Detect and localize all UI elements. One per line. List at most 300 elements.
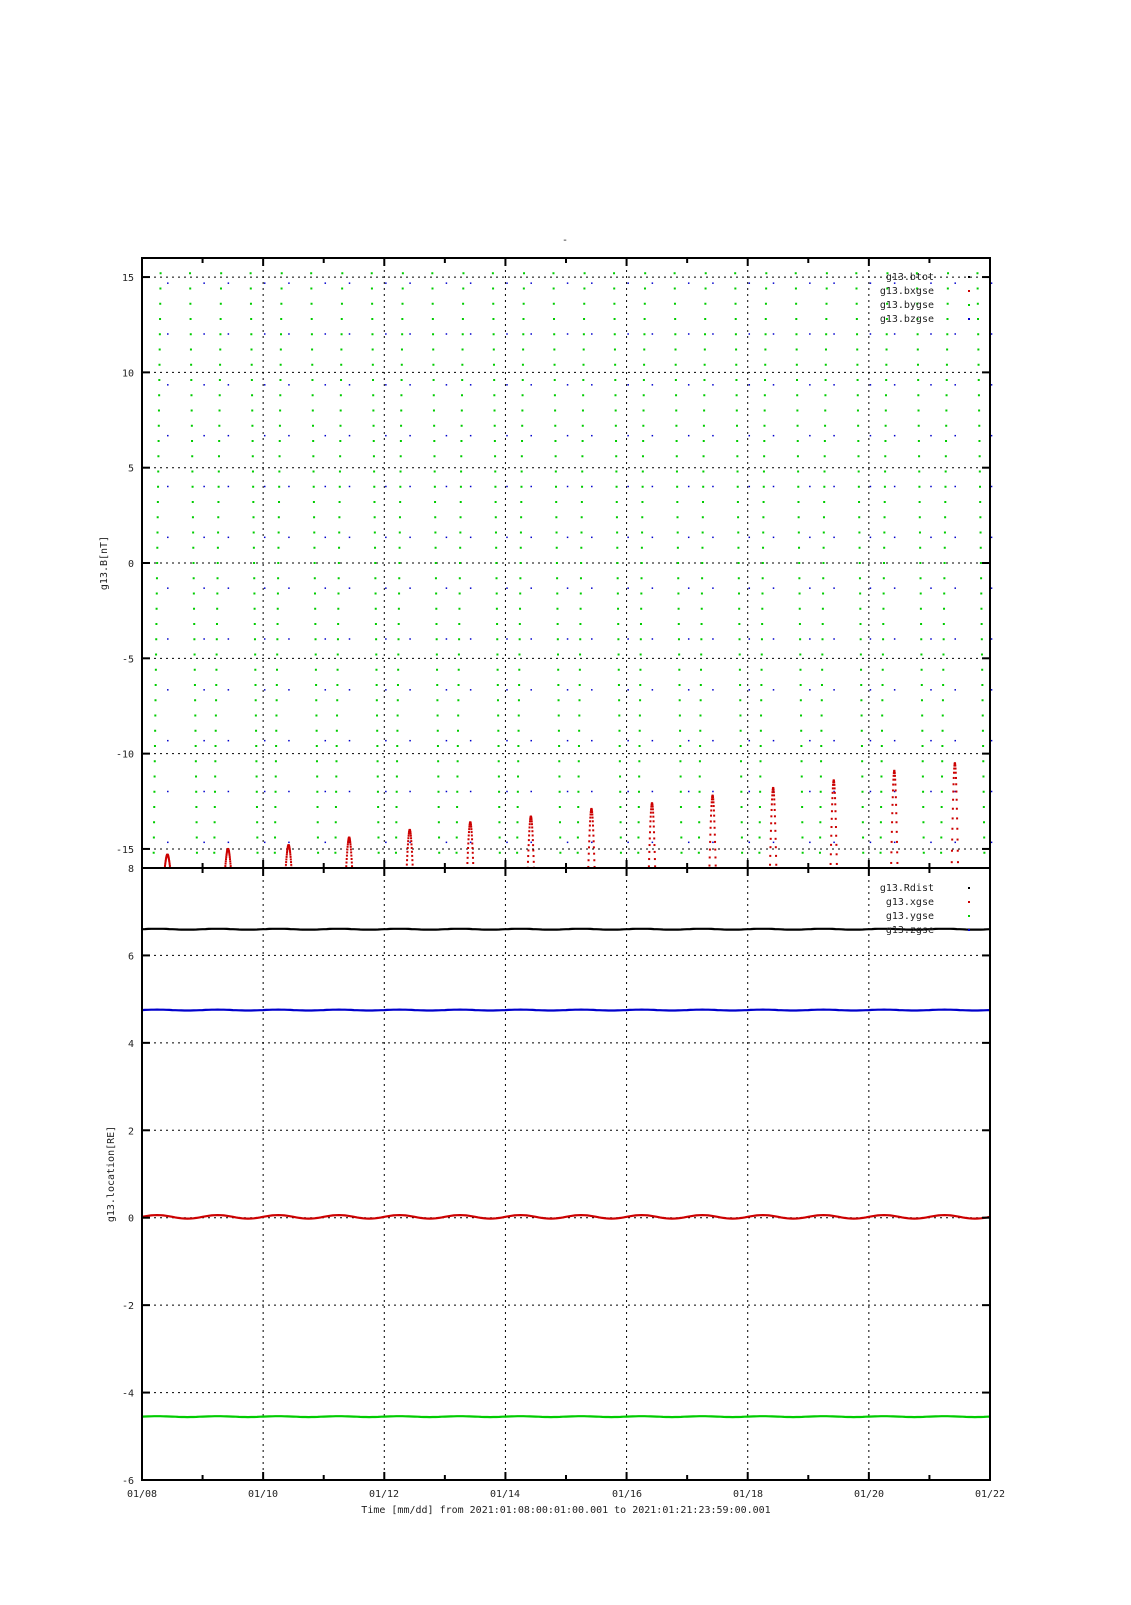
bygse-point	[374, 532, 376, 534]
bygse-point	[641, 562, 643, 564]
bxgse-point	[956, 817, 958, 819]
bxgse-point	[654, 851, 656, 853]
bygse-point	[642, 455, 644, 457]
bygse-point	[881, 745, 883, 747]
bzgse-point	[591, 842, 593, 844]
bygse-point	[274, 837, 276, 839]
bygse-point	[919, 562, 921, 564]
bzgse-point	[409, 282, 411, 284]
bxgse-point	[350, 846, 352, 848]
bygse-point	[339, 501, 341, 503]
bygse-point	[494, 440, 496, 442]
bygse-point	[517, 776, 519, 778]
bygse-point	[940, 821, 942, 823]
bygse-point	[801, 837, 803, 839]
bxgse-point	[770, 815, 772, 817]
bxgse-point	[709, 841, 711, 843]
bxgse-point	[411, 847, 413, 849]
bxgse-point	[713, 805, 715, 807]
bxgse-point	[290, 861, 292, 863]
bygse-point	[314, 577, 316, 579]
bxgse-point	[593, 840, 595, 842]
bxgse-point	[589, 829, 591, 831]
bygse-point	[191, 410, 193, 412]
bygse-point	[462, 318, 464, 320]
bygse-point	[798, 577, 800, 579]
time-axis-caption: Time [mm/dd] from 2021:01:08:00:01:00.001 to 2021:01:21:23:59:00.001	[361, 1505, 771, 1516]
bygse-point	[582, 410, 584, 412]
bygse-point	[821, 684, 823, 686]
bygse-point	[192, 516, 194, 518]
bygse-point	[372, 364, 374, 366]
legend-sample	[968, 318, 970, 320]
bygse-point	[219, 394, 221, 396]
bygse-point	[736, 410, 738, 412]
bygse-point	[795, 272, 797, 274]
bzgse-point	[228, 282, 230, 284]
bxgse-point	[289, 850, 291, 852]
bygse-point	[159, 288, 161, 290]
bxgse-point	[593, 846, 595, 848]
bxgse-point	[951, 861, 953, 863]
bxgse-point	[225, 860, 227, 862]
bzgse-point	[409, 435, 411, 437]
bygse-point	[882, 623, 884, 625]
bygse-point	[213, 852, 215, 854]
bygse-point	[494, 410, 496, 412]
y-tick-label: -2	[121, 1301, 134, 1313]
bzgse-point	[470, 435, 472, 437]
bygse-point	[375, 608, 377, 610]
bygse-point	[583, 364, 585, 366]
bygse-point	[734, 288, 736, 290]
bzgse-point	[833, 587, 835, 589]
bygse-point	[920, 593, 922, 595]
bygse-point	[824, 425, 826, 427]
bxgse-point	[955, 768, 957, 770]
bygse-point	[218, 455, 220, 457]
bxgse-point	[229, 854, 231, 856]
bxgse-point	[410, 835, 412, 837]
bygse-point	[558, 730, 560, 732]
bygse-point	[857, 379, 859, 381]
bygse-point	[946, 318, 948, 320]
bygse-trace	[552, 257, 561, 869]
bygse-point	[741, 837, 743, 839]
bzgse-point	[446, 689, 448, 691]
bygse-point	[823, 501, 825, 503]
bygse-point	[703, 379, 705, 381]
bzgse-trace	[446, 282, 448, 843]
bygse-point	[335, 791, 337, 793]
bygse-point	[942, 715, 944, 717]
bzgse-point	[409, 384, 411, 386]
bygse-point	[555, 516, 557, 518]
bygse-point	[256, 837, 258, 839]
bygse-point	[434, 471, 436, 473]
bzgse-point	[591, 638, 593, 640]
bygse-point	[497, 699, 499, 701]
bxgse-point	[467, 852, 469, 854]
bzgse-point	[567, 587, 569, 589]
bygse-point	[981, 638, 983, 640]
bygse-point	[280, 333, 282, 335]
bygse-point	[341, 272, 343, 274]
bygse-point	[942, 730, 944, 732]
bygse-point	[497, 715, 499, 717]
bzgse-point	[203, 282, 205, 284]
bzgse-point	[530, 537, 532, 539]
bygse-point	[941, 806, 943, 808]
bygse-point	[458, 684, 460, 686]
bygse-point	[582, 394, 584, 396]
bzgse-point	[809, 638, 811, 640]
bygse-point	[882, 608, 884, 610]
bygse-trace	[698, 257, 707, 869]
bygse-point	[435, 623, 437, 625]
bygse-point	[679, 684, 681, 686]
bxgse-point	[713, 815, 715, 817]
bzgse-point	[894, 486, 896, 488]
bxgse-point	[951, 828, 953, 830]
bygse-point	[946, 333, 948, 335]
bygse-point	[279, 455, 281, 457]
bygse-point	[521, 425, 523, 427]
bzgse-point	[930, 587, 932, 589]
bzgse-point	[627, 282, 629, 284]
bygse-point	[825, 349, 827, 351]
bxgse-point	[775, 864, 777, 866]
bzgse-point	[470, 689, 472, 691]
bygse-point	[797, 425, 799, 427]
bygse-point	[620, 852, 622, 854]
bygse-point	[193, 638, 195, 640]
bygse-point	[276, 699, 278, 701]
bygse-point	[920, 608, 922, 610]
bygse-point	[705, 272, 707, 274]
bygse-point	[738, 623, 740, 625]
bygse-point	[983, 791, 985, 793]
bxgse-point	[714, 834, 716, 836]
bxgse-point	[771, 809, 773, 811]
bygse-point	[278, 501, 280, 503]
bygse-point	[799, 623, 801, 625]
bzgse-point	[809, 689, 811, 691]
bxgse-point	[955, 783, 957, 785]
bxgse-point	[285, 858, 287, 860]
bygse-point	[800, 730, 802, 732]
bygse-point	[640, 654, 642, 656]
bygse-point	[580, 577, 582, 579]
bzgse-point	[773, 282, 775, 284]
bzgse-point	[567, 689, 569, 691]
bygse-point	[192, 532, 194, 534]
bzgse-point	[264, 333, 266, 335]
bygse-point	[824, 455, 826, 457]
bygse-point	[824, 394, 826, 396]
bzgse-point	[833, 333, 835, 335]
bygse-point	[316, 760, 318, 762]
bygse-point	[371, 333, 373, 335]
bxgse-point	[769, 846, 771, 848]
bxgse-point	[410, 837, 412, 839]
bygse-point	[677, 547, 679, 549]
bygse-point	[556, 608, 558, 610]
bygse-point	[337, 669, 339, 671]
bygse-point	[456, 852, 458, 854]
bzgse-point	[530, 689, 532, 691]
bzgse-point	[954, 333, 956, 335]
bygse-point	[759, 821, 761, 823]
bzgse-point	[203, 638, 205, 640]
bygse-point	[456, 806, 458, 808]
bygse-point	[577, 837, 579, 839]
bygse-point	[256, 791, 258, 793]
bygse-point	[395, 837, 397, 839]
bygse-point	[520, 562, 522, 564]
bxgse-point	[169, 863, 171, 865]
bygse-point	[435, 547, 437, 549]
bzgse-point	[954, 689, 956, 691]
bygse-point	[977, 288, 979, 290]
bygse-point	[941, 776, 943, 778]
bygse-point	[765, 272, 767, 274]
bxgse-point	[951, 850, 953, 852]
bygse-point	[521, 471, 523, 473]
bzgse-point	[325, 740, 327, 742]
bygse-point	[492, 318, 494, 320]
bygse-point	[620, 837, 622, 839]
bygse-point	[616, 532, 618, 534]
bxgse-point	[591, 814, 593, 816]
bzgse-point	[264, 791, 266, 793]
bygse-point	[704, 303, 706, 305]
bygse-point	[820, 745, 822, 747]
bygse-point	[253, 562, 255, 564]
bzgse-point	[894, 689, 896, 691]
bygse-point	[554, 394, 556, 396]
bxgse-point	[771, 798, 773, 800]
bygse-point	[859, 547, 861, 549]
bygse-point	[459, 532, 461, 534]
bzgse-point	[894, 638, 896, 640]
bygse-point	[583, 318, 585, 320]
bygse-point	[433, 394, 435, 396]
bygse-point	[437, 760, 439, 762]
bygse-point	[703, 394, 705, 396]
bygse-point	[336, 745, 338, 747]
bygse-point	[457, 730, 459, 732]
bygse-point	[256, 821, 258, 823]
bxgse-point	[836, 853, 838, 855]
bygse-point	[496, 638, 498, 640]
bygse-point	[977, 349, 979, 351]
bxgse-point	[650, 808, 652, 810]
bygse-point	[437, 745, 439, 747]
bygse-point	[255, 715, 257, 717]
bxgse-point	[831, 818, 833, 820]
x-tick-labels	[127, 1489, 1005, 1500]
bzgse-point	[930, 333, 932, 335]
bxgse-point	[471, 831, 473, 833]
bygse-point	[315, 684, 317, 686]
bygse-point	[981, 684, 983, 686]
bxgse-hump	[224, 848, 231, 867]
y-tick-label: -4	[121, 1388, 134, 1400]
bygse-point	[376, 715, 378, 717]
bxgse-point	[896, 821, 898, 823]
bygse-point	[250, 272, 252, 274]
bygse-point	[862, 806, 864, 808]
bzgse-point	[567, 740, 569, 742]
bygse-point	[620, 821, 622, 823]
bygse-point	[556, 577, 558, 579]
bygse-point	[433, 455, 435, 457]
bxgse-point	[714, 849, 716, 851]
bxgse-point	[896, 862, 898, 864]
bygse-point	[516, 852, 518, 854]
bxgse-point	[593, 853, 595, 855]
bxgse-point	[956, 828, 958, 830]
bxgse-point	[591, 811, 593, 813]
bygse-point	[191, 425, 193, 427]
bygse-point	[921, 715, 923, 717]
bygse-trace	[431, 257, 440, 869]
bygse-point	[882, 638, 884, 640]
bygse-point	[699, 791, 701, 793]
bygse-point	[196, 837, 198, 839]
bygse-point	[497, 684, 499, 686]
bygse-point	[639, 669, 641, 671]
bxgse-point	[835, 810, 837, 812]
bygse-point	[821, 654, 823, 656]
bygse-point	[315, 654, 317, 656]
bygse-point	[397, 669, 399, 671]
bygse-point	[824, 440, 826, 442]
bygse-point	[640, 593, 642, 595]
bygse-point	[614, 364, 616, 366]
bzgse-point	[870, 486, 872, 488]
bzgse-point	[749, 587, 751, 589]
bygse-point	[736, 440, 738, 442]
bzgse-point	[870, 842, 872, 844]
bxgse-point	[529, 823, 531, 825]
y-tick-label: 10	[121, 368, 134, 380]
bygse-point	[492, 288, 494, 290]
bygse-point	[218, 425, 220, 427]
bygse-point	[857, 440, 859, 442]
bxgse-point	[531, 826, 533, 828]
bygse-point	[919, 516, 921, 518]
bygse-point	[862, 837, 864, 839]
bzgse-point	[870, 537, 872, 539]
bzgse-point	[409, 740, 411, 742]
bygse-point	[196, 852, 198, 854]
bygse-point	[194, 699, 196, 701]
bzgse-point	[930, 689, 932, 691]
bxgse-point	[835, 835, 837, 837]
bygse-point	[461, 394, 463, 396]
bygse-point	[698, 806, 700, 808]
bzgse-point	[288, 384, 290, 386]
bxgse-point	[649, 837, 651, 839]
bxgse-point	[773, 789, 775, 791]
bygse-point	[400, 440, 402, 442]
panel1-series	[153, 257, 993, 869]
bxgse-point	[891, 812, 893, 814]
x-tick-label: 01/18	[732, 1489, 764, 1500]
bygse-point	[799, 593, 801, 595]
bzgse-point	[349, 537, 351, 539]
bygse-point	[517, 806, 519, 808]
bygse-point	[704, 333, 706, 335]
bzgse-point	[203, 842, 205, 844]
bzgse-point	[349, 791, 351, 793]
bygse-point	[740, 730, 742, 732]
bygse-point	[314, 562, 316, 564]
bygse-point	[616, 501, 618, 503]
bygse-point	[556, 547, 558, 549]
bxgse-point	[533, 861, 535, 863]
bygse-point	[253, 516, 255, 518]
bygse-point	[496, 577, 498, 579]
bygse-point	[521, 455, 523, 457]
bygse-point	[675, 425, 677, 427]
bygse-point	[881, 760, 883, 762]
bygse-point	[640, 608, 642, 610]
bxgse-point	[406, 859, 408, 861]
bygse-point	[637, 837, 639, 839]
bygse-point	[214, 806, 216, 808]
bzgse-point	[530, 282, 532, 284]
bzgse-trace	[409, 282, 411, 843]
bygse-point	[698, 852, 700, 854]
bygse-point	[219, 379, 221, 381]
bygse-point	[460, 516, 462, 518]
bzgse-point	[349, 333, 351, 335]
bxgse-hump	[345, 837, 353, 868]
bygse-point	[677, 516, 679, 518]
bygse-point	[399, 516, 401, 518]
bygse-point	[801, 776, 803, 778]
bzgse-point	[530, 333, 532, 335]
bygse-point	[679, 760, 681, 762]
bygse-point	[190, 318, 192, 320]
bygse-point	[401, 379, 403, 381]
bygse-point	[374, 516, 376, 518]
bygse-point	[675, 379, 677, 381]
bygse-point	[313, 532, 315, 534]
bygse-point	[795, 318, 797, 320]
panel2-ticks	[122, 864, 990, 1487]
bzgse-point	[991, 740, 993, 742]
bygse-point	[401, 349, 403, 351]
bygse-point	[758, 852, 760, 854]
bxgse-point	[286, 851, 288, 853]
bygse-trace	[734, 257, 743, 869]
bzgse-point	[349, 638, 351, 640]
bzgse-point	[954, 486, 956, 488]
bzgse-point	[627, 537, 629, 539]
bygse-point	[495, 516, 497, 518]
bzgse-point	[530, 740, 532, 742]
bxgse-point	[831, 803, 833, 805]
bxgse-point	[649, 826, 651, 828]
bygse-point	[494, 455, 496, 457]
bygse-point	[641, 577, 643, 579]
bygse-point	[795, 333, 797, 335]
bzgse-point	[203, 384, 205, 386]
